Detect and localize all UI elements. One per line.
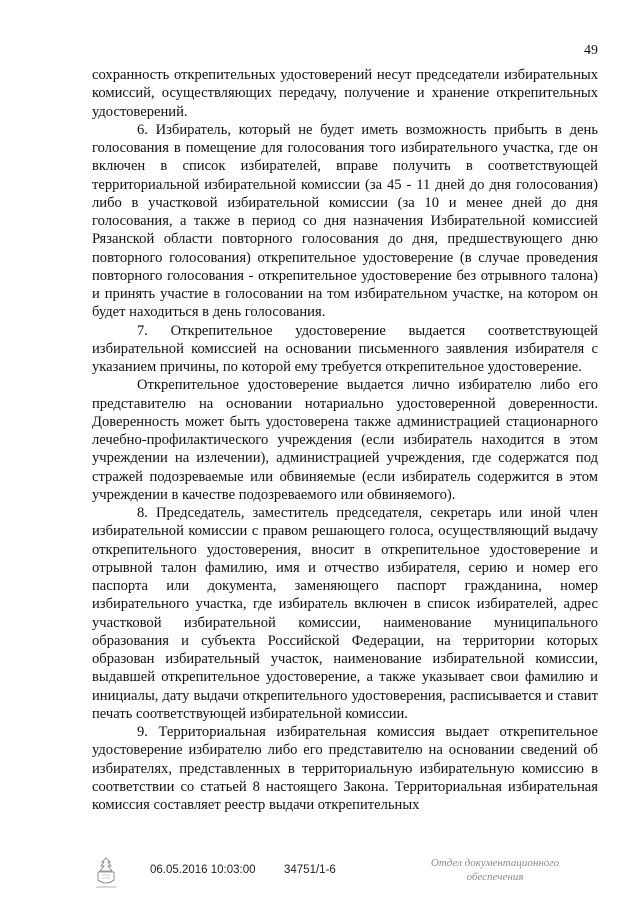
- footer-date: 06.05.2016 10:03:00: [150, 864, 256, 876]
- stamp-line-2: обеспечения: [466, 871, 524, 883]
- footer-document-number: 34751/1-6: [284, 864, 336, 876]
- body-text: [92, 66, 598, 814]
- paragraph-continuation: сохранность открепительных удостоверений несут председатели избирательных комиссий, осуществляющих передачу, получение и хранение открепительных удостоверений.: [92, 67, 598, 120]
- paragraph-item-8: 8. Председатель, заместитель председателя, секретарь или иной член избирательной комиссии с правом решающего голоса, осуществляющий выдачу открепительного удостоверения, вносит в открепительное удостоверение и отрывной талон фамилию, имя и отчество избирателя, серию и номер его паспорта или документа, заменяющего паспорт гражданина, номер избирательного участка, где избиратель включен в список избирателей, адрес участковой избирательной комиссии, наименование муниципального образования и субъекта Российской Федерации, на территории которых образован избирательный участок, наименование избирательной комиссии, выдавшей открепительное удостоверение, а также указывает свои фамилию и инициалы, дату выдачи открепительного удостоверения, расписывается и ставит печать соответствующей избирательной комиссии.: [92, 505, 598, 722]
- paragraph-item-9: 9. Территориальная избирательная комиссия выдает открепительное удостоверение избирателю либо его представителю на основании сведений об избирателях, представленных в территориальную избирательную комиссию в соответствии со статьей 8 настоящего Закона. Территориальная избирательная комиссия составляет реестр выдачи открепительных: [92, 724, 598, 813]
- coat-of-arms-icon: [92, 856, 120, 890]
- page-footer: [0, 850, 640, 900]
- department-stamp: [420, 856, 570, 884]
- paragraph-proxy: Открепительное удостоверение выдается лично избирателю либо его представителю на основании нотариально удостоверенной доверенности. Доверенность может быть удостоверена также администрацией стационарного лечебно-профилактического учреждения (если избиратель находится в этом учреждении на излечении), администрацией учреждения, где содержатся под стражей подозреваемые или обвиняемые (если избиратель содержится в этом учреждении в качестве подозреваемого или обвиняемого).: [92, 377, 598, 503]
- stamp-line-1: Отдел документационного: [430, 857, 560, 869]
- paragraph-item-7: 7. Открепительное удостоверение выдается соответствующей избирательной комиссией на основании письменного заявления избирателя с указанием причины, по которой ему требуется открепительное удостоверение.: [92, 322, 598, 375]
- page-number: 49: [584, 43, 598, 58]
- paragraph-item-6: 6. Избиратель, который не будет иметь возможность прибыть в день голосования в помещение для голосования того избирательного участка, где он включен в список избирателей, вправе получить в соответствующей территориальной избирательной комиссии (за 45 - 11 дней до дня голосования) либо в участковой избирательной комиссии (за 10 и менее дней до дня голосования, а также в период со дня назначения Избирательной комиссией Рязанской области повторного голосования до дня, предшествующего дню повторного голосования) открепительное удостоверение (в случае проведения повторного голосования - открепительное удостоверение без отрывного талона) и принять участие в голосовании на том избирательном участке, на котором он будет находиться в день голосования.: [92, 121, 598, 321]
